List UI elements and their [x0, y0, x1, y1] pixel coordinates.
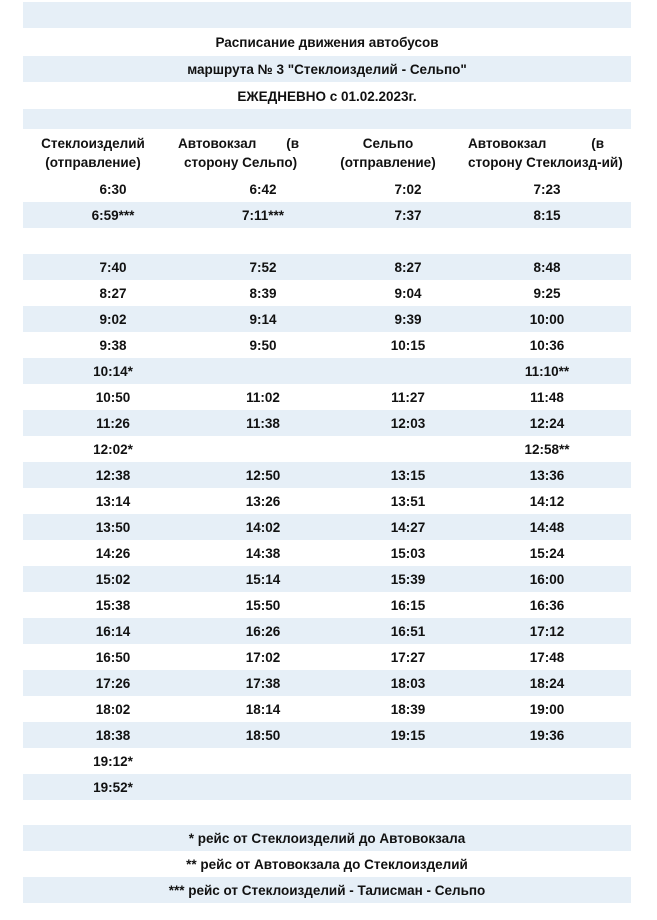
note-2 — [23, 851, 631, 877]
time-cell: 8:48 — [533, 259, 561, 275]
time-cell: 19:52* — [93, 779, 133, 795]
time-cell: 18:02 — [95, 701, 131, 717]
table-row — [23, 722, 631, 748]
table-row — [23, 462, 631, 488]
table-row — [23, 696, 631, 722]
time-cell: 13:26 — [245, 493, 281, 509]
time-cell: 14:02 — [245, 519, 281, 535]
time-cell: 18:03 — [390, 675, 426, 691]
time-cell: 11:38 — [246, 415, 280, 431]
time-cell: 13:36 — [529, 467, 565, 483]
header-avtovokzal-selpo — [178, 134, 308, 172]
table-row — [23, 228, 631, 254]
table-row — [23, 306, 631, 332]
time-cell: 7:40 — [99, 259, 127, 275]
time-cell: 9:39 — [394, 311, 422, 327]
time-cell: 15:02 — [95, 571, 131, 587]
header-avto1-line2: сторону Сельпо) — [184, 155, 298, 170]
header-avtovokzal-steklo — [468, 134, 628, 172]
table-row — [23, 670, 631, 696]
header-steklo — [33, 134, 153, 172]
table-row — [23, 566, 631, 592]
time-cell: 9:25 — [533, 285, 561, 301]
time-cell: 9:04 — [394, 285, 422, 301]
time-cell: 13:50 — [95, 519, 131, 535]
time-cell: 6:59*** — [91, 207, 135, 223]
time-cell: 12:58** — [524, 441, 570, 457]
header-selpo — [333, 134, 443, 172]
time-cell: 12:03 — [390, 415, 426, 431]
spacer-band — [23, 109, 631, 129]
time-cell: 10:15 — [390, 337, 426, 353]
title-line-1: Расписание движения автобусов — [215, 34, 439, 50]
header-steklo-line1: Стеклоизделий — [41, 136, 145, 151]
time-cell: 17:48 — [529, 649, 565, 665]
time-cell: 12:50 — [245, 467, 281, 483]
time-cell: 17:26 — [95, 675, 131, 691]
time-cell: 6:42 — [249, 181, 277, 197]
time-cell: 10:14* — [93, 363, 133, 379]
time-cell: 11:27 — [391, 389, 425, 405]
time-cell: 8:39 — [249, 285, 277, 301]
date-title-band — [23, 83, 631, 109]
title-line-3: ЕЖЕДНЕВНО с 01.02.2023г. — [237, 88, 417, 104]
time-cell: 10:36 — [529, 337, 565, 353]
time-cell: 17:12 — [529, 623, 565, 639]
header-avto2-line2: сторону Стеклоизд-ий) — [468, 155, 623, 170]
time-cell: 11:10** — [524, 363, 570, 379]
table-row — [23, 202, 631, 228]
table-row — [23, 540, 631, 566]
table-row — [23, 176, 631, 202]
time-cell: 15:24 — [529, 545, 565, 561]
note-1 — [23, 825, 631, 851]
time-cell: 9:50 — [249, 337, 277, 353]
time-cell: 17:38 — [245, 675, 281, 691]
time-cell: 12:24 — [529, 415, 565, 431]
time-cell: 14:48 — [529, 519, 565, 535]
time-cell: 11:26 — [96, 415, 130, 431]
time-cell: 14:38 — [245, 545, 281, 561]
time-cell: 10:50 — [95, 389, 131, 405]
table-row — [23, 254, 631, 280]
time-cell: 13:14 — [95, 493, 131, 509]
time-cell: 7:37 — [394, 207, 422, 223]
time-cell: 9:02 — [99, 311, 127, 327]
table-row — [23, 332, 631, 358]
table-row — [23, 592, 631, 618]
header-steklo-line2: (отправление) — [45, 155, 141, 170]
notes-spacer — [23, 800, 631, 825]
table-row — [23, 358, 631, 384]
table-row — [23, 514, 631, 540]
time-cell: 18:38 — [95, 727, 131, 743]
time-cell: 12:38 — [95, 467, 131, 483]
time-cell: 7:52 — [249, 259, 277, 275]
table-row — [23, 384, 631, 410]
time-cell: 16:51 — [390, 623, 426, 639]
table-row — [23, 644, 631, 670]
header-avto1-line1: Автовокзал (в — [178, 136, 300, 151]
table-row — [23, 748, 631, 774]
time-cell: 16:36 — [529, 597, 565, 613]
time-cell: 14:27 — [390, 519, 426, 535]
note-3-text: *** рейс от Стеклоизделий - Талисман - Сельпо — [168, 882, 486, 898]
time-cell: 12:02* — [93, 441, 133, 457]
table-row — [23, 488, 631, 514]
time-cell: 15:39 — [390, 571, 426, 587]
time-cell: 14:26 — [95, 545, 131, 561]
table-row — [23, 774, 631, 800]
time-cell: 19:15 — [390, 727, 426, 743]
time-cell: 19:00 — [529, 701, 565, 717]
time-cell: 15:50 — [245, 597, 281, 613]
time-cell: 8:27 — [99, 285, 127, 301]
time-cell: 15:03 — [390, 545, 426, 561]
time-cell: 15:38 — [95, 597, 131, 613]
time-cell: 7:23 — [533, 181, 561, 197]
table-row — [23, 410, 631, 436]
top-band — [23, 2, 631, 28]
time-cell: 13:15 — [390, 467, 426, 483]
time-cell: 16:00 — [529, 571, 565, 587]
time-cell: 11:48 — [530, 389, 564, 405]
header-selpo-line2: (отправление) — [340, 155, 436, 170]
header-avto2-line1: Автовокзал (в — [468, 136, 605, 151]
time-cell: 11:02 — [246, 389, 280, 405]
table-row — [23, 280, 631, 306]
schedule-title — [23, 29, 631, 55]
route-title-band — [23, 56, 631, 82]
time-cell: 18:14 — [245, 701, 281, 717]
time-cell: 18:39 — [390, 701, 426, 717]
time-cell: 14:12 — [529, 493, 565, 509]
time-cell: 16:26 — [245, 623, 281, 639]
note-1-text: * рейс от Стеклоизделий до Автовокзала — [188, 830, 466, 846]
time-cell: 18:50 — [245, 727, 281, 743]
note-3 — [23, 877, 631, 903]
table-row — [23, 436, 631, 462]
time-cell: 6:30 — [99, 181, 127, 197]
title-line-2: маршрута № 3 "Стеклоизделий - Сельпо" — [187, 61, 467, 77]
time-cell: 16:14 — [95, 623, 131, 639]
time-cell: 8:15 — [533, 207, 561, 223]
header-selpo-line1: Сельпо — [362, 136, 414, 151]
note-2-text: ** рейс от Автовокзала до Стеклоизделий — [186, 856, 468, 872]
time-cell: 15:14 — [245, 571, 281, 587]
time-cell: 19:36 — [529, 727, 565, 743]
time-cell: 9:38 — [99, 337, 127, 353]
time-cell: 17:27 — [390, 649, 426, 665]
time-cell: 16:15 — [390, 597, 426, 613]
time-cell: 10:00 — [529, 311, 565, 327]
time-cell: 17:02 — [245, 649, 281, 665]
time-cell: 18:24 — [529, 675, 565, 691]
time-cell: 9:14 — [249, 311, 277, 327]
time-cell: 19:12* — [93, 753, 133, 769]
time-cell: 8:27 — [394, 259, 422, 275]
time-cell: 13:51 — [390, 493, 426, 509]
time-cell: 7:11*** — [241, 207, 285, 223]
time-cell: 16:50 — [95, 649, 131, 665]
time-cell: 7:02 — [394, 181, 422, 197]
table-row — [23, 618, 631, 644]
